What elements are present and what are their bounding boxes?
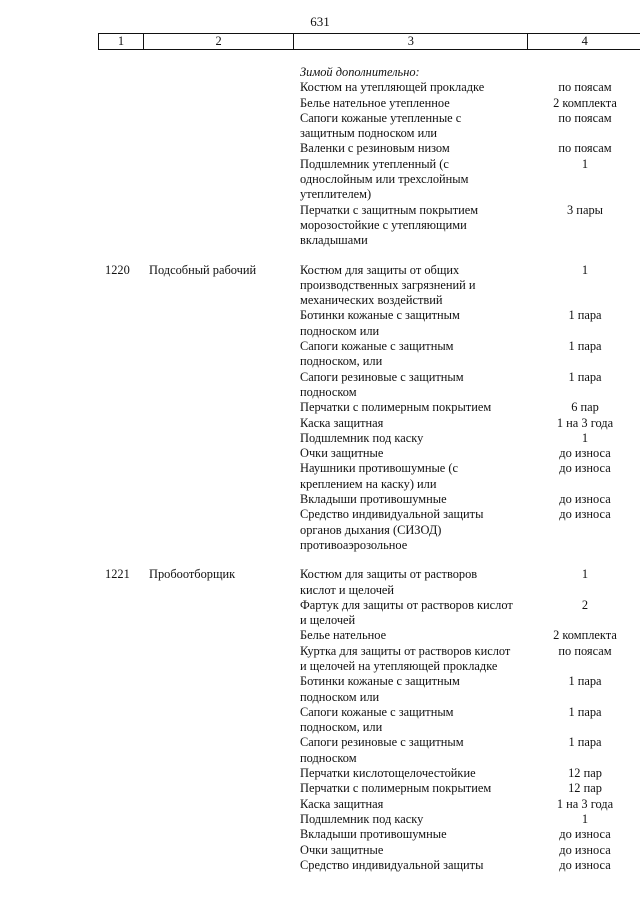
item-text: Костюм для защиты от общих (300, 262, 460, 277)
item-text: подноском или (300, 323, 380, 338)
item-line (0, 187, 640, 202)
item-line (0, 354, 640, 369)
item-line (0, 293, 640, 308)
item-text: Костюм на утепляющей прокладке (300, 80, 485, 95)
table-body (0, 65, 640, 873)
item-line (0, 203, 640, 218)
item-text: Вкладыши противошумные (300, 827, 447, 842)
item-line (0, 339, 640, 354)
item-text: Сапоги кожаные с защитным (300, 704, 454, 719)
item-row (0, 628, 640, 643)
item-quantity: 12 пар (568, 781, 602, 796)
item-quantity: 1 пара (568, 704, 602, 719)
item-line (0, 781, 640, 796)
item-line (0, 308, 640, 323)
item-row (0, 766, 640, 781)
item-line (0, 80, 640, 95)
item-line (0, 659, 640, 674)
item-line (0, 492, 640, 507)
item-line (0, 111, 640, 126)
item-text: подноском (300, 750, 357, 765)
item-text: Сапоги кожаные утепленные с (300, 110, 462, 125)
item-text: подноском, или (300, 720, 383, 735)
item-row (0, 735, 640, 766)
item-row (0, 111, 640, 142)
item-line (0, 157, 640, 172)
item-text: Сапоги резиновые с защитным (300, 369, 464, 384)
item-text: Сапоги кожаные с защитным (300, 339, 454, 354)
item-row (0, 446, 640, 461)
item-line (0, 324, 640, 339)
item-quantity: 1 (581, 811, 589, 826)
item-text: вкладышами (300, 233, 368, 248)
item-quantity: по поясам (558, 110, 612, 125)
item-row (0, 827, 640, 842)
item-line (0, 446, 640, 461)
item-text: подноском или (300, 689, 380, 704)
item-text: морозостойкие с утепляющими (300, 217, 467, 232)
item-line (0, 751, 640, 766)
item-quantity: по поясам (558, 80, 612, 95)
item-quantity: 1 (581, 567, 589, 582)
column-header-4: 4 (581, 34, 588, 48)
table-header (98, 33, 640, 50)
item-row (0, 492, 640, 507)
item-text: Белье нательное (300, 628, 387, 643)
item-quantity: до износа (559, 842, 611, 857)
item-row (0, 858, 640, 873)
item-text: Очки защитные (300, 446, 384, 461)
item-quantity: до износа (559, 446, 611, 461)
item-line (0, 172, 640, 187)
item-line (0, 735, 640, 750)
item-row (0, 797, 640, 812)
item-line (0, 96, 640, 111)
item-line (0, 720, 640, 735)
item-line (0, 477, 640, 492)
item-line (0, 126, 640, 141)
item-quantity: по поясам (558, 141, 612, 156)
item-row (0, 507, 640, 553)
profession-name: Подсобный рабочий (149, 262, 257, 277)
item-line (0, 644, 640, 659)
item-line (0, 461, 640, 476)
column-header-3: 3 (294, 34, 528, 49)
item-text: Перчатки с полимерным покрытием (300, 400, 492, 415)
item-row (0, 263, 640, 309)
item-quantity: до износа (559, 492, 611, 507)
item-row (0, 80, 640, 95)
item-quantity: 1 пара (568, 674, 602, 689)
column-header-1: 1 (99, 34, 144, 49)
subheading-line (0, 65, 640, 80)
item-row (0, 370, 640, 401)
item-line (0, 507, 640, 522)
group-gap (0, 553, 640, 567)
item-quantity: 1 на 3 года (556, 796, 614, 811)
item-text: Каска защитная (300, 796, 384, 811)
item-line (0, 843, 640, 858)
item-text: Подшлемник утепленный (с (300, 156, 449, 171)
item-quantity: 1 (581, 156, 589, 171)
item-text: Перчатки кислотощелочестойкие (300, 766, 476, 781)
item-line (0, 598, 640, 613)
item-row (0, 431, 640, 446)
item-row (0, 843, 640, 858)
column-header-2: 2 (144, 34, 294, 49)
item-row (0, 400, 640, 415)
item-line (0, 416, 640, 431)
item-text: Средство индивидуальной защиты (300, 857, 484, 872)
item-line (0, 613, 640, 628)
item-line (0, 218, 640, 233)
item-line (0, 705, 640, 720)
item-line (0, 674, 640, 689)
item-row (0, 96, 640, 111)
item-text: Валенки с резиновым низом (300, 141, 450, 156)
item-quantity: 12 пар (568, 766, 602, 781)
item-text: органов дыхания (СИЗОД) (300, 522, 442, 537)
item-text: Костюм для защиты от растворов (300, 567, 478, 582)
item-line (0, 233, 640, 248)
item-line (0, 400, 640, 415)
item-line (0, 858, 640, 873)
profession-name: Пробоотборщик (149, 567, 236, 582)
item-line (0, 583, 640, 598)
item-text: подноском, или (300, 354, 383, 369)
item-row (0, 567, 640, 598)
item-text: однослойным или трехслойным (300, 172, 469, 187)
item-text: и щелочей на утепляющей прокладке (300, 658, 498, 673)
item-text: Очки защитные (300, 842, 384, 857)
item-text: противоаэрозольное (300, 537, 408, 552)
item-text: и щелочей (300, 613, 356, 628)
item-row (0, 339, 640, 370)
item-row (0, 141, 640, 156)
item-row (0, 781, 640, 796)
item-quantity: 2 (581, 597, 589, 612)
item-text: Подшлемник под каску (300, 430, 424, 445)
item-line (0, 278, 640, 293)
item-quantity: 2 комплекта (553, 95, 617, 110)
item-text: Перчатки с полимерным покрытием (300, 781, 492, 796)
item-text: Наушники противошумные (с (300, 461, 459, 476)
item-text: Подшлемник под каску (300, 811, 424, 826)
item-row (0, 157, 640, 203)
item-text: защитным подноском или (300, 126, 438, 141)
item-quantity: до износа (559, 857, 611, 872)
item-quantity: до износа (559, 827, 611, 842)
subheading: Зимой дополнительно: (300, 65, 420, 79)
item-line (0, 567, 640, 582)
group-gap (0, 249, 640, 263)
item-quantity: 1 на 3 года (556, 415, 614, 430)
item-quantity: 2 комплекта (553, 628, 617, 643)
item-line (0, 812, 640, 827)
item-quantity: 1 пара (568, 308, 602, 323)
item-row (0, 461, 640, 492)
item-text: Куртка для защиты от растворов кислот (300, 643, 511, 658)
item-quantity: 6 пар (571, 400, 599, 415)
item-line (0, 370, 640, 385)
entry-number: 1220 (105, 262, 130, 277)
item-line (0, 538, 640, 553)
item-line (0, 766, 640, 781)
item-line (0, 141, 640, 156)
item-text: Средство индивидуальной защиты (300, 507, 484, 522)
item-row (0, 705, 640, 736)
item-line (0, 797, 640, 812)
item-row (0, 308, 640, 339)
item-text: Каска защитная (300, 415, 384, 430)
page-number: 631 (310, 14, 330, 29)
item-quantity: по поясам (558, 643, 612, 658)
item-row (0, 416, 640, 431)
item-text: Ботинки кожаные с защитным (300, 674, 460, 689)
item-row (0, 674, 640, 705)
item-quantity: 1 (581, 262, 589, 277)
item-text: Ботинки кожаные с защитным (300, 308, 460, 323)
item-quantity: 1 пара (568, 735, 602, 750)
item-row (0, 203, 640, 249)
item-text: Вкладыши противошумные (300, 492, 447, 507)
item-line (0, 385, 640, 400)
item-row (0, 598, 640, 629)
item-quantity: 1 пара (568, 369, 602, 384)
item-text: Перчатки с защитным покрытием (300, 202, 479, 217)
item-text: Сапоги резиновые с защитным (300, 735, 464, 750)
item-text: производственных загрязнений и (300, 277, 476, 292)
item-text: механических воздействий (300, 293, 443, 308)
item-row (0, 812, 640, 827)
item-text: подноском (300, 384, 357, 399)
item-row (0, 644, 640, 675)
item-line (0, 263, 640, 278)
item-quantity: до износа (559, 507, 611, 522)
item-line (0, 628, 640, 643)
item-line (0, 827, 640, 842)
item-text: креплением на каску) или (300, 476, 437, 491)
item-text: утеплителем) (300, 187, 372, 202)
item-text: Белье нательное утепленное (300, 95, 450, 110)
item-text: Фартук для защиты от растворов кислот (300, 597, 513, 612)
item-quantity: 3 пары (567, 202, 603, 217)
entry-number: 1221 (105, 567, 130, 582)
item-line (0, 690, 640, 705)
item-line (0, 431, 640, 446)
item-text: кислот и щелочей (300, 582, 395, 597)
item-line (0, 523, 640, 538)
item-quantity: 1 (581, 430, 589, 445)
item-quantity: до износа (559, 461, 611, 476)
item-quantity: 1 пара (568, 339, 602, 354)
